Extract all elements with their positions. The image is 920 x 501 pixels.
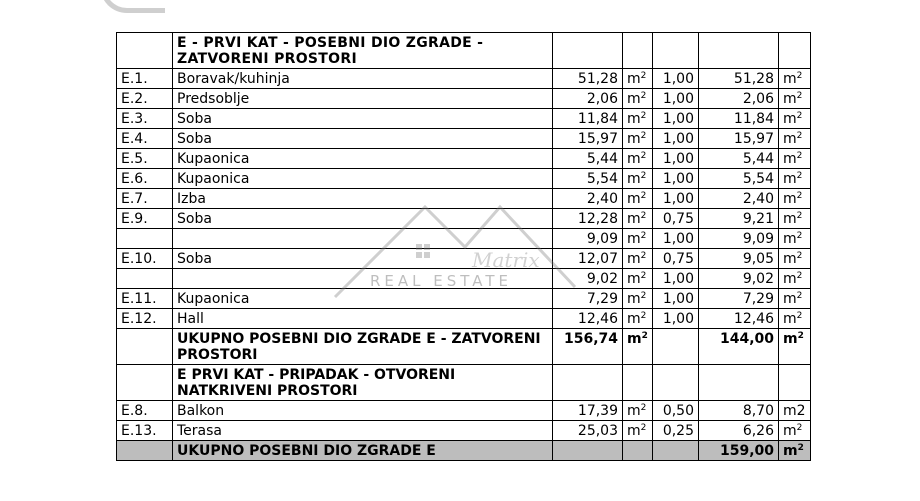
net-area: 6,26 xyxy=(699,421,779,441)
unit-m2: $m^2$ xyxy=(779,229,811,249)
section-header-row xyxy=(117,33,811,69)
table-row xyxy=(117,249,811,269)
unit-m2: $m^2$ xyxy=(779,69,811,89)
table-row xyxy=(117,229,811,249)
unit-m2: $m^2$ xyxy=(779,89,811,109)
room-name: Soba xyxy=(173,249,553,269)
room-code: E.6. xyxy=(117,169,173,189)
net-area: 7,29 xyxy=(699,289,779,309)
table-row xyxy=(117,401,811,421)
net-area: 5,54 xyxy=(699,169,779,189)
unit-m2: $m^2$ xyxy=(623,421,653,441)
coefficient: 1,00 xyxy=(653,69,699,89)
room-code: E.7. xyxy=(117,189,173,209)
room-code: E.2. xyxy=(117,89,173,109)
coefficient: 1,00 xyxy=(653,269,699,289)
gross-area: 11,84 xyxy=(553,109,623,129)
coefficient: 1,00 xyxy=(653,109,699,129)
logo-fragment xyxy=(100,0,165,13)
gross-area: 7,29 xyxy=(553,289,623,309)
room-name: Hall xyxy=(173,309,553,329)
unit-m2: $m^2$ xyxy=(623,249,653,269)
empty-cell xyxy=(623,365,653,401)
total-label: UKUPNO POSEBNI DIO ZGRADE E xyxy=(173,441,553,461)
room-code: E.9. xyxy=(117,209,173,229)
watermark-brand: Matrix xyxy=(472,248,540,272)
area-table xyxy=(116,32,811,461)
table-row xyxy=(117,149,811,169)
gross-area: 5,44 xyxy=(553,149,623,169)
unit-m2: $m^2$ xyxy=(779,441,811,461)
coefficient: 0,75 xyxy=(653,209,699,229)
unit-m2: $m^2$ xyxy=(623,229,653,249)
net-area: 12,46 xyxy=(699,309,779,329)
gross-area: 17,39 xyxy=(553,401,623,421)
empty-cell xyxy=(117,365,173,401)
coefficient: 1,00 xyxy=(653,169,699,189)
table-row xyxy=(117,69,811,89)
room-name: Boravak/kuhinja xyxy=(173,69,553,89)
empty-cell xyxy=(553,441,623,461)
gross-area: 12,07 xyxy=(553,249,623,269)
unit-m2: $m^2$ xyxy=(623,169,653,189)
gross-area: 5,54 xyxy=(553,169,623,189)
net-area: 9,21 xyxy=(699,209,779,229)
unit-m2: $m^2$ xyxy=(779,289,811,309)
unit-m2: $m^2$ xyxy=(623,401,653,421)
room-name xyxy=(173,229,553,249)
empty-cell xyxy=(699,365,779,401)
unit-m2: $m^2$ xyxy=(623,129,653,149)
table-row xyxy=(117,289,811,309)
section-header: E - PRVI KAT - POSEBNI DIO ZGRADE - ZATVORENI PROSTORI xyxy=(173,33,553,69)
unit-m2: $m^2$ xyxy=(623,189,653,209)
room-name: Kupaonica xyxy=(173,289,553,309)
table-row xyxy=(117,189,811,209)
unit-m2: $m^2$ xyxy=(623,69,653,89)
gross-area: 15,97 xyxy=(553,129,623,149)
coefficient: 0,75 xyxy=(653,249,699,269)
empty-cell xyxy=(623,441,653,461)
coefficient: 0,50 xyxy=(653,401,699,421)
coefficient: 1,00 xyxy=(653,89,699,109)
net-area: 51,28 xyxy=(699,69,779,89)
room-code: E.8. xyxy=(117,401,173,421)
empty-cell xyxy=(117,441,173,461)
unit-m2: $m^2$ xyxy=(623,109,653,129)
room-name: Kupaonica xyxy=(173,169,553,189)
gross-area: 12,28 xyxy=(553,209,623,229)
unit-m2: $m^2$ xyxy=(779,249,811,269)
net-area: 9,09 xyxy=(699,229,779,249)
coefficient: 1,00 xyxy=(653,149,699,169)
net-area: 9,02 xyxy=(699,269,779,289)
unit-m2: $m^2$ xyxy=(623,309,653,329)
unit-m2: $m^2$ xyxy=(779,269,811,289)
room-code: E.3. xyxy=(117,109,173,129)
gross-area: 51,28 xyxy=(553,69,623,89)
empty-cell xyxy=(117,329,173,365)
unit-m2: $m^2$ xyxy=(623,149,653,169)
unit-m2: $m^2$ xyxy=(623,329,653,365)
unit-m2: $m^2$ xyxy=(779,421,811,441)
room-code: E.4. xyxy=(117,129,173,149)
empty-cell xyxy=(779,365,811,401)
empty-cell xyxy=(653,329,699,365)
room-name: Kupaonica xyxy=(173,149,553,169)
room-code: E.11. xyxy=(117,289,173,309)
net-area: 2,06 xyxy=(699,89,779,109)
room-name: Predsoblje xyxy=(173,89,553,109)
empty-cell xyxy=(653,365,699,401)
room-name: Soba xyxy=(173,209,553,229)
table-row xyxy=(117,89,811,109)
room-code: E.5. xyxy=(117,149,173,169)
table-row xyxy=(117,109,811,129)
room-code xyxy=(117,229,173,249)
room-code xyxy=(117,269,173,289)
coefficient: 0,25 xyxy=(653,421,699,441)
table-row xyxy=(117,129,811,149)
unit-m2: $m^2$ xyxy=(779,109,811,129)
coefficient: 1,00 xyxy=(653,289,699,309)
room-name: Soba xyxy=(173,109,553,129)
room-code: E.1. xyxy=(117,69,173,89)
table-row xyxy=(117,169,811,189)
net-area: 2,40 xyxy=(699,189,779,209)
unit-m2: $m^2$ xyxy=(779,169,811,189)
section-header-open: E PRVI KAT - PRIPADAK - OTVORENI NATKRIVENI PROSTORI xyxy=(173,365,553,401)
empty-cell xyxy=(553,365,623,401)
table-row xyxy=(117,309,811,329)
room-code: E.12. xyxy=(117,309,173,329)
gross-area: 25,03 xyxy=(553,421,623,441)
section-header-row xyxy=(117,365,811,401)
net-area: 9,05 xyxy=(699,249,779,269)
subtotal-row xyxy=(117,329,811,365)
watermark-subtitle: REAL ESTATE xyxy=(370,272,513,290)
table-row xyxy=(117,209,811,229)
table-row xyxy=(117,421,811,441)
gross-area: 2,06 xyxy=(553,89,623,109)
room-code: E.13. xyxy=(117,421,173,441)
unit-m2: $m^2$ xyxy=(623,269,653,289)
total-net: 159,00 xyxy=(699,441,779,461)
unit-m2: $m^2$ xyxy=(623,289,653,309)
room-name: Terasa xyxy=(173,421,553,441)
room-name: Balkon xyxy=(173,401,553,421)
subtotal-net: 144,00 xyxy=(699,329,779,365)
empty-cell xyxy=(653,441,699,461)
subtotal-label: UKUPNO POSEBNI DIO ZGRADE E - ZATVORENI PROSTORI xyxy=(173,329,553,365)
total-row xyxy=(117,441,811,461)
unit-m2: $m^2$ xyxy=(779,129,811,149)
net-area: 15,97 xyxy=(699,129,779,149)
gross-area: 12,46 xyxy=(553,309,623,329)
unit-m2: $m^2$ xyxy=(623,89,653,109)
unit-m2: $m^2$ xyxy=(779,189,811,209)
room-name: Soba xyxy=(173,129,553,149)
unit-m2: m2 xyxy=(779,401,811,421)
coefficient: 1,00 xyxy=(653,189,699,209)
net-area: 8,70 xyxy=(699,401,779,421)
net-area: 11,84 xyxy=(699,109,779,129)
gross-area: 2,40 xyxy=(553,189,623,209)
coefficient: 1,00 xyxy=(653,309,699,329)
coefficient: 1,00 xyxy=(653,129,699,149)
unit-m2: $m^2$ xyxy=(623,209,653,229)
room-name: Izba xyxy=(173,189,553,209)
unit-m2: $m^2$ xyxy=(779,309,811,329)
gross-area: 9,09 xyxy=(553,229,623,249)
coefficient: 1,00 xyxy=(653,229,699,249)
unit-m2: $m^2$ xyxy=(779,149,811,169)
unit-m2: $m^2$ xyxy=(779,329,811,365)
subtotal-area: 156,74 xyxy=(553,329,623,365)
room-code: E.10. xyxy=(117,249,173,269)
net-area: 5,44 xyxy=(699,149,779,169)
unit-m2: $m^2$ xyxy=(779,209,811,229)
gross-area: 9,02 xyxy=(553,269,623,289)
